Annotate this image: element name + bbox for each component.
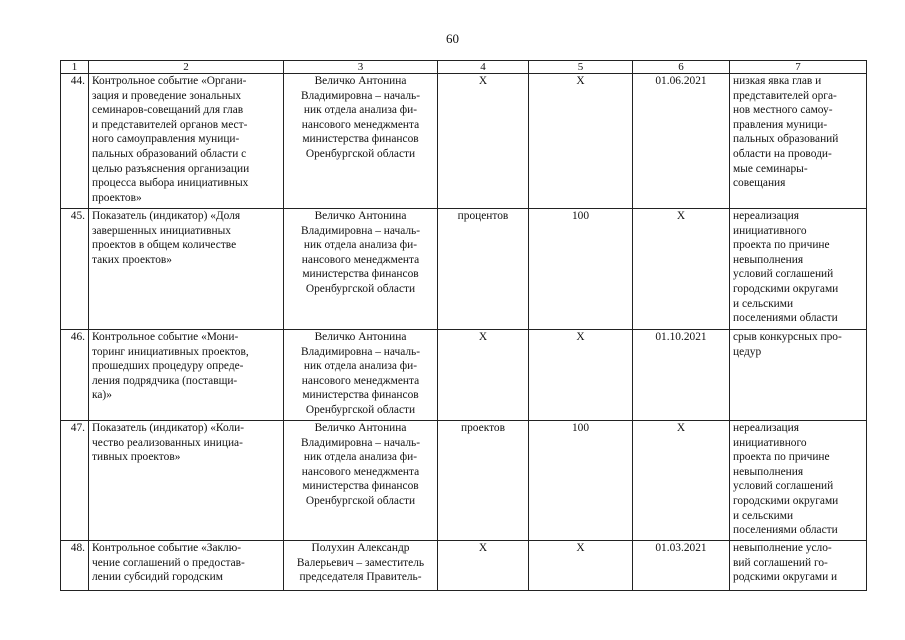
column-number-header: 1 [61, 61, 89, 74]
risk-cell [730, 541, 867, 591]
date-cell [633, 74, 730, 209]
responsible-person-cell-text: Величко Антонина Владимировна – началь- ник отдела анализа фи- нансового менеджмента министерства финансов Оренбургской области [300, 75, 421, 160]
unit-cell [438, 74, 529, 209]
risk-cell [730, 209, 867, 330]
date-cell-text: 01.03.2021 [655, 542, 707, 554]
row-number-cell [61, 541, 89, 591]
responsible-person-cell [284, 74, 438, 209]
column-number-header: 2 [89, 61, 284, 74]
unit-cell-text: Х [478, 331, 488, 343]
date-cell [633, 421, 730, 541]
row-number-cell [61, 421, 89, 541]
event-description-cell-text: Показатель (индикатор) «Доля завершенных инициативных проектов в общем количестве таких проектов» [92, 210, 241, 266]
risk-cell [730, 421, 867, 541]
event-description-cell [89, 421, 284, 541]
table-row [61, 74, 867, 209]
row-number-cell [61, 209, 89, 330]
date-cell [633, 330, 730, 421]
row-number-cell [61, 330, 89, 421]
row-number-cell-text: 46. [70, 331, 85, 343]
value-cell [529, 541, 633, 591]
event-description-cell [89, 330, 284, 421]
row-number-cell [61, 74, 89, 209]
event-description-cell [89, 541, 284, 591]
unit-cell [438, 421, 529, 541]
date-cell [633, 209, 730, 330]
unit-cell-text: проектов [461, 422, 505, 434]
column-number-header: 5 [529, 61, 633, 74]
row-number-cell-text: 48. [70, 542, 85, 554]
unit-cell [438, 541, 529, 591]
date-cell [633, 541, 730, 591]
date-cell-text: Х [676, 210, 686, 222]
event-description-cell [89, 209, 284, 330]
row-number-cell-text: 45. [70, 210, 85, 222]
table-row [61, 209, 867, 330]
column-number-header-row [61, 61, 867, 74]
responsible-person-cell-text: Величко Антонина Владимировна – началь- ник отдела анализа фи- нансового менеджмента министерства финансов Оренбургской области [300, 422, 421, 507]
value-cell [529, 330, 633, 421]
event-description-cell-text: Контрольное событие «Органи- зация и проведение зональных семинаров-совещаний для глав и представителей органов мест- ного самоуправления муници- пальных образований области с целью разъяснения организации процесса выбора инициативных проектов» [92, 75, 250, 204]
risk-cell-text: нереализация инициативного проекта по причине невыполнения условий соглашений городскими округами и сельскими поселениями области [733, 422, 839, 537]
row-number-cell-text: 47. [70, 422, 85, 434]
value-cell-text: 100 [571, 210, 590, 222]
column-number-header: 3 [284, 61, 438, 74]
risk-cell [730, 330, 867, 421]
risk-cell [730, 74, 867, 209]
date-cell-text: 01.10.2021 [655, 331, 707, 343]
responsible-person-cell-text: Величко Антонина Владимировна – началь- ник отдела анализа фи- нансового менеджмента министерства финансов Оренбургской области [300, 331, 421, 416]
row-number-cell-text: 44. [70, 75, 85, 87]
column-number-header: 6 [633, 61, 730, 74]
responsible-person-cell [284, 541, 438, 591]
value-cell-text: Х [576, 542, 585, 554]
unit-cell-text: Х [478, 542, 488, 554]
column-number-header: 4 [438, 61, 529, 74]
responsible-person-cell [284, 209, 438, 330]
responsible-person-cell-text: Полухин Александр Валерьевич – заместитель председателя Правитель- [296, 542, 425, 584]
date-cell-text: 01.06.2021 [655, 75, 707, 87]
event-description-cell-text: Показатель (индикатор) «Коли- чество реализованных инициа- тивных проектов» [92, 422, 245, 464]
event-description-cell-text: Контрольное событие «Мони- торинг инициативных проектов, прошедших процедуру опреде- ления подрядчика (поставщи- ка)» [92, 331, 249, 402]
risk-cell-text: срыв конкурсных про- цедур [733, 331, 842, 358]
risk-cell-text: низкая явка глав и представителей орга- нов местного самоу- правления муници- пальных образований области на проводи- мые семинары- совещания [733, 75, 839, 190]
page-number: 60 [446, 31, 459, 46]
value-cell [529, 421, 633, 541]
unit-cell [438, 330, 529, 421]
value-cell [529, 74, 633, 209]
column-number-header: 7 [730, 61, 867, 74]
value-cell-text: Х [576, 331, 585, 343]
table-row [61, 330, 867, 421]
event-description-cell-text: Контрольное событие «Заклю- чение соглашений о предостав- лении субсидий городским [92, 542, 245, 584]
responsible-person-cell-text: Величко Антонина Владимировна – началь- ник отдела анализа фи- нансового менеджмента министерства финансов Оренбургской области [300, 210, 421, 295]
table-row [61, 541, 867, 591]
unit-cell-text: процентов [457, 210, 509, 222]
responsible-person-cell [284, 330, 438, 421]
indicators-table [60, 60, 867, 591]
risk-cell-text: нереализация инициативного проекта по причине невыполнения условий соглашений городскими округами и сельскими поселениями области [733, 210, 839, 325]
risk-cell-text: невыполнение усло- вий соглашений го- родскими округами и [733, 542, 838, 584]
value-cell-text: 100 [571, 422, 590, 434]
event-description-cell [89, 74, 284, 209]
value-cell [529, 209, 633, 330]
unit-cell [438, 209, 529, 330]
date-cell-text: Х [676, 422, 686, 434]
value-cell-text: Х [576, 75, 585, 87]
table-row [61, 421, 867, 541]
unit-cell-text: Х [478, 75, 488, 87]
responsible-person-cell [284, 421, 438, 541]
